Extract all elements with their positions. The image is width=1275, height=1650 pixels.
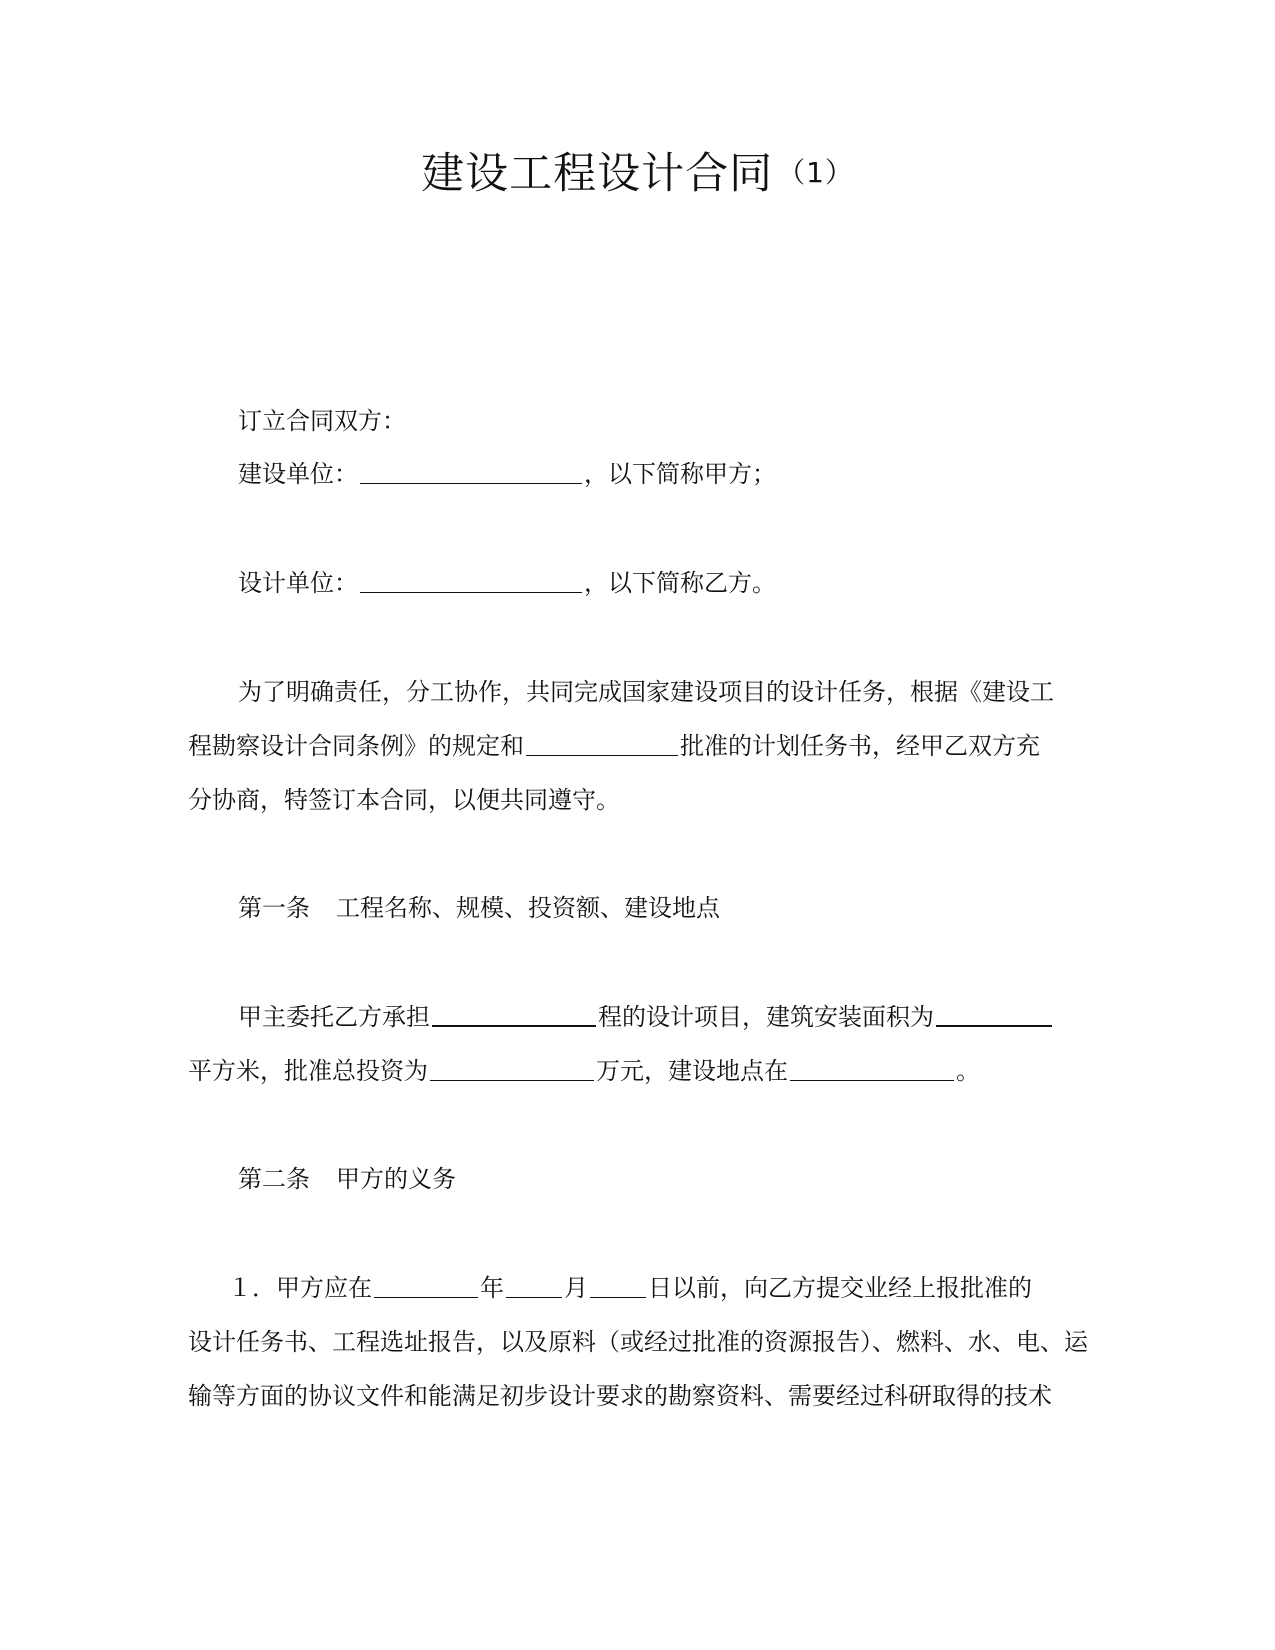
article-1-line-1 — [238, 1001, 1138, 1033]
article-1-number: 第一条 — [238, 894, 310, 922]
item-1-month: 月 — [564, 1274, 588, 1302]
area-blank[interactable] — [936, 1003, 1052, 1027]
intro-line-3: 分协商，特签订本合同，以便共同遵守。 — [188, 786, 620, 814]
designer-name-blank[interactable] — [360, 570, 582, 593]
a1-line-2-b: 万元，建设地点在 — [596, 1057, 788, 1085]
location-blank[interactable] — [790, 1058, 954, 1081]
article-1-line-2 — [188, 1055, 1088, 1087]
approver-blank[interactable] — [526, 733, 678, 756]
designer-label: 设计单位： — [238, 569, 358, 597]
client-label: 建设单位： — [238, 460, 358, 488]
article-2-number: 第二条 — [238, 1165, 310, 1193]
a1-line-1-b: 程的设计项目，建筑安装面积为 — [598, 1003, 934, 1031]
intro-line-2 — [188, 730, 1088, 762]
parties-heading: 订立合同双方： — [238, 407, 406, 435]
article-2-heading — [238, 1163, 1138, 1195]
item-1-line-2: 设计任务书、工程选址报告，以及原料（或经过批准的资源报告）、燃料、水、电、运 — [188, 1328, 1088, 1356]
item-1-number: １． — [228, 1274, 276, 1302]
day-blank[interactable] — [590, 1275, 646, 1298]
a1-line-1-a: 甲主委托乙方承担 — [238, 1003, 430, 1031]
title-suffix: （1） — [777, 156, 854, 189]
title-text: 建设工程设计合同 — [421, 149, 774, 199]
client-name-blank[interactable] — [360, 461, 582, 484]
intro-line-1: 为了明确责任，分工协作，共同完成国家建设项目的设计任务，根据《建设工 — [238, 678, 1054, 706]
item-1-line-1 — [228, 1272, 1128, 1304]
item-1-day: 日以前，向乙方提交业经上报批准的 — [648, 1274, 1032, 1302]
intro-line-2-b: 批准的计划任务书，经甲乙双方充 — [680, 732, 1040, 760]
a1-line-2-c: 。 — [956, 1057, 980, 1085]
investment-blank[interactable] — [430, 1058, 594, 1081]
article-1-title: 工程名称、规模、投资额、建设地点 — [336, 894, 720, 922]
document-title — [0, 145, 1275, 202]
item-1-line-3: 输等方面的协议文件和能满足初步设计要求的勘察资料、需要经过科研取得的技术 — [188, 1382, 1052, 1410]
client-line — [238, 458, 1138, 490]
item-1-a: 甲方应在 — [276, 1274, 372, 1302]
designer-suffix: ，以下简称乙方。 — [584, 569, 776, 597]
designer-line — [238, 567, 1138, 599]
a1-line-2-a: 平方米，批准总投资为 — [188, 1057, 428, 1085]
article-2-title: 甲方的义务 — [336, 1165, 456, 1193]
month-blank[interactable] — [506, 1275, 562, 1298]
project-name-blank[interactable] — [432, 1003, 596, 1027]
client-suffix: ，以下简称甲方； — [584, 460, 776, 488]
intro-line-2-a: 程勘察设计合同条例》的规定和 — [188, 732, 524, 760]
year-blank[interactable] — [374, 1275, 478, 1298]
article-1-heading — [238, 892, 1138, 924]
item-1-year: 年 — [480, 1274, 504, 1302]
